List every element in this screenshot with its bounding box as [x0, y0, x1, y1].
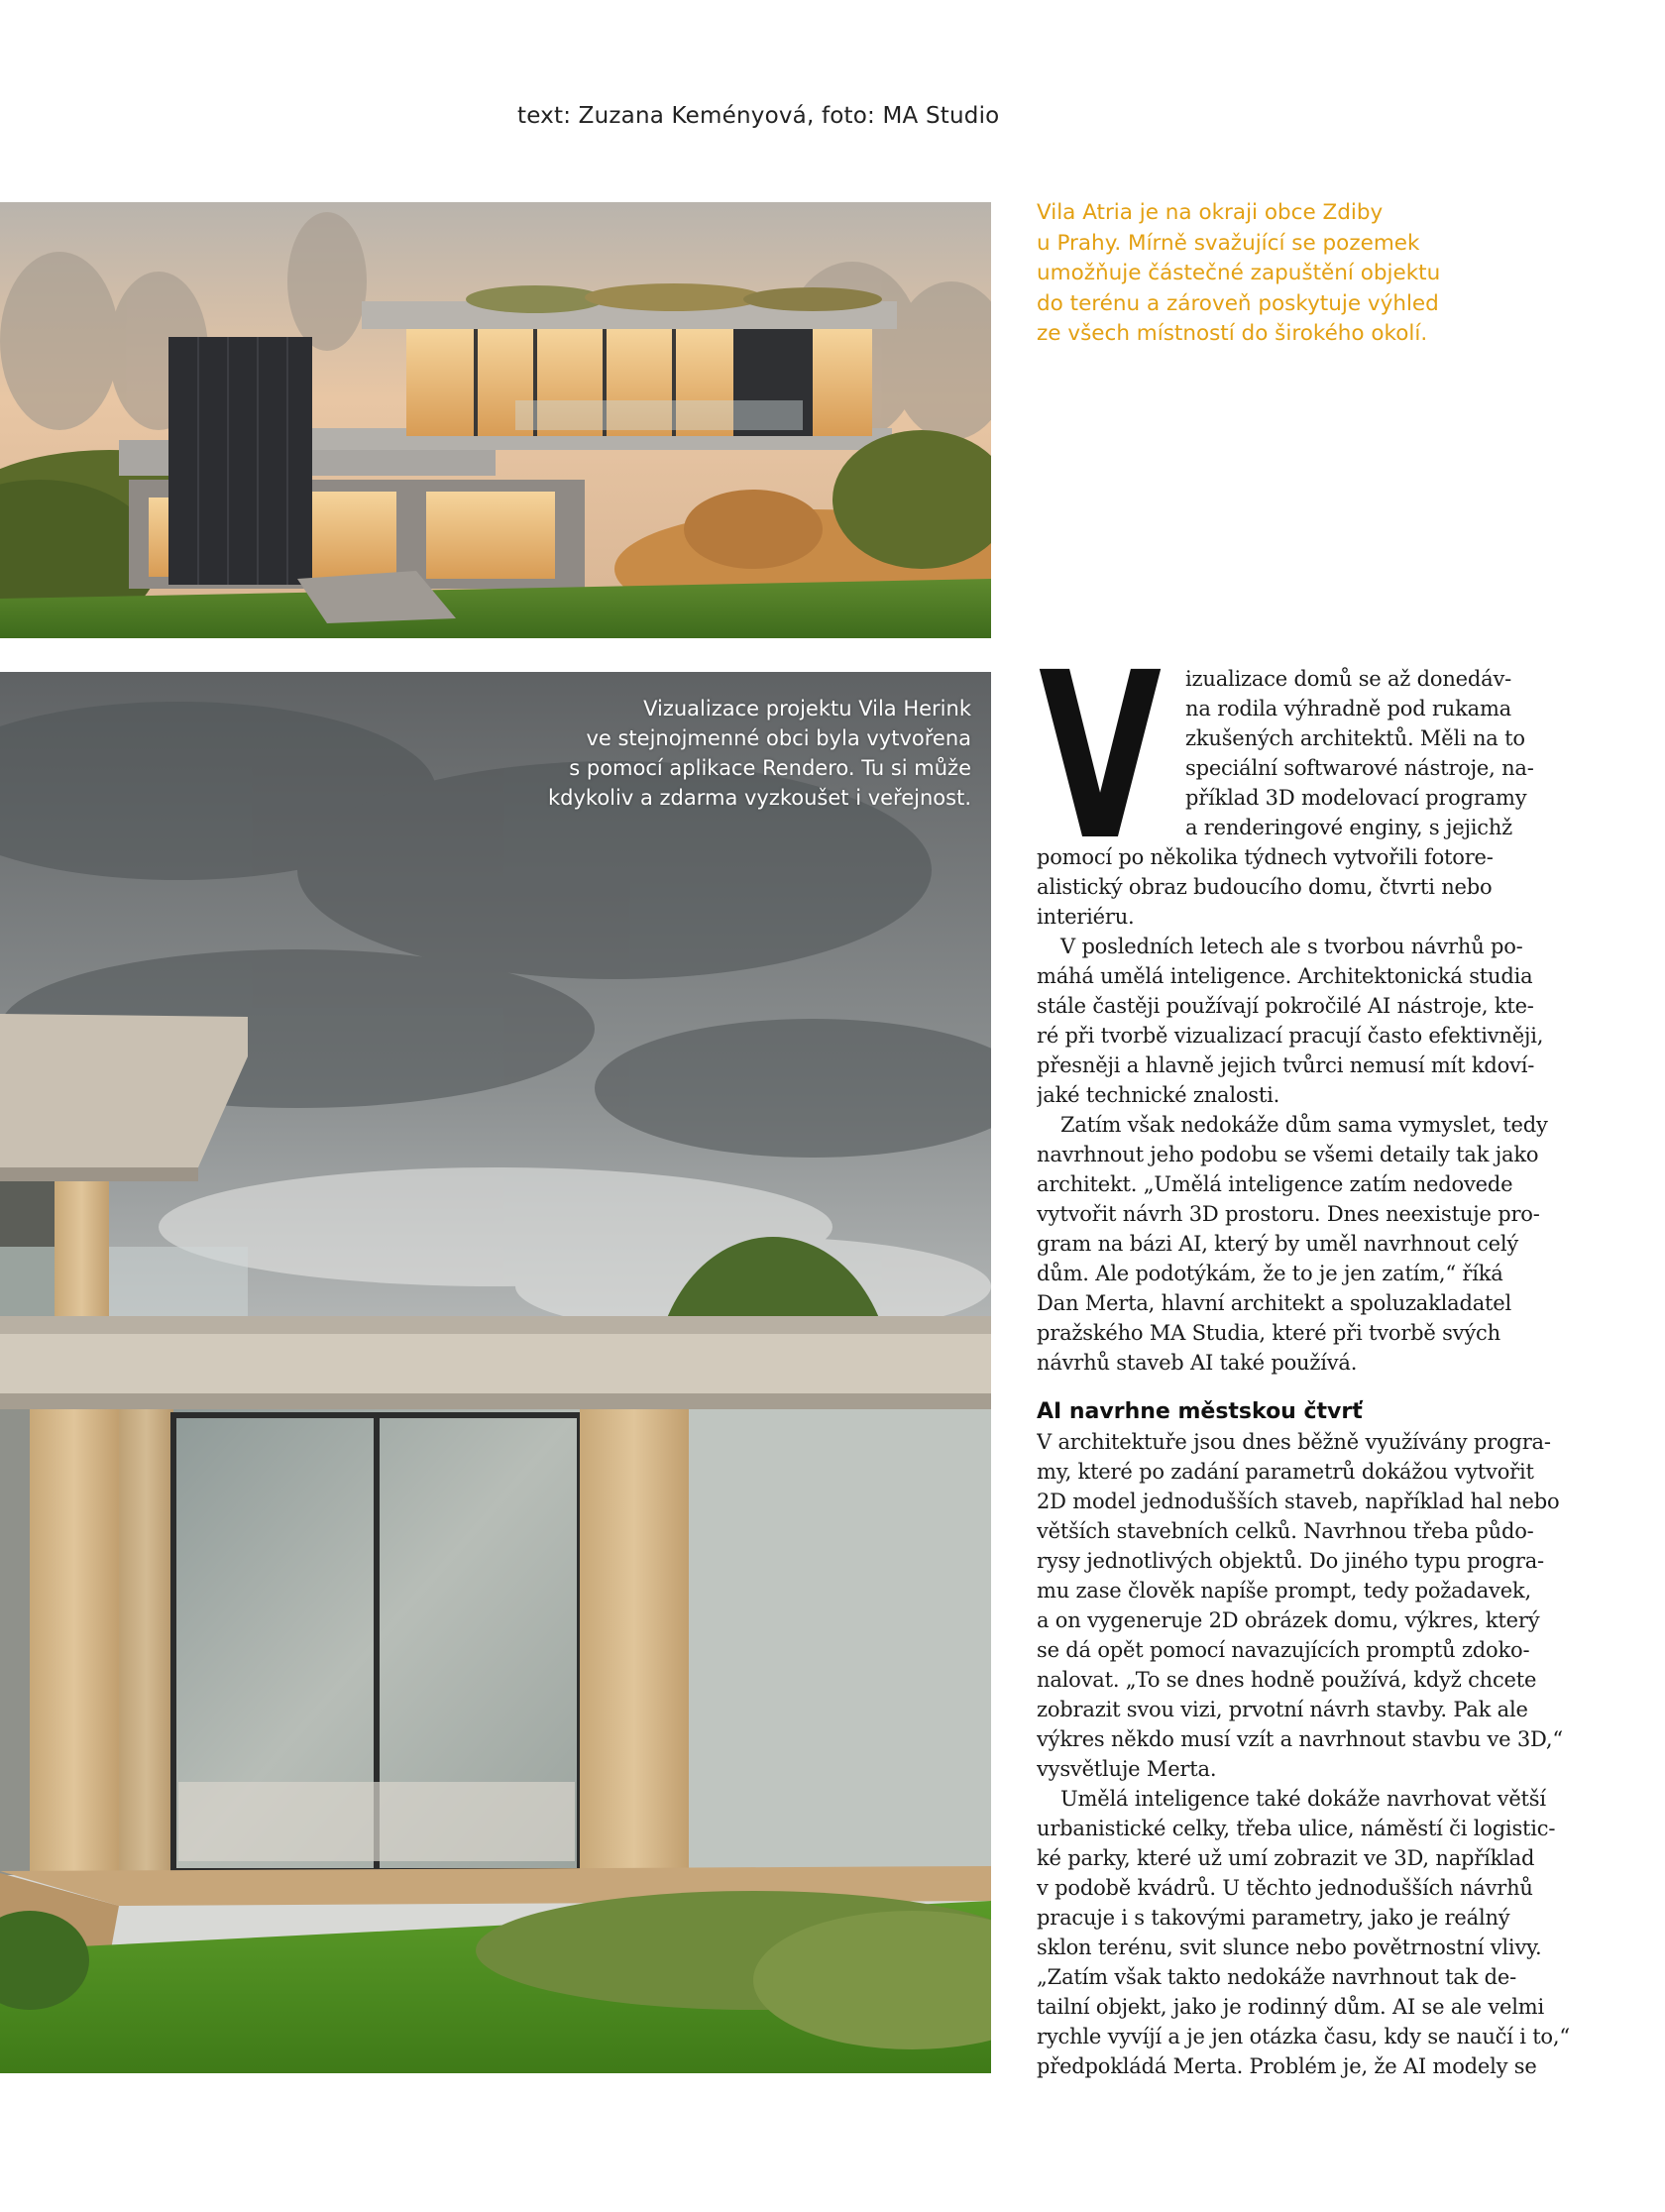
- paragraph-3: [1037, 1110, 1600, 1378]
- vila-herink-caption: [548, 694, 971, 813]
- text-line: pracuje i s takovými parametry, jako je reálný: [1037, 1906, 1510, 1930]
- text-line: rychle vyvíjí a je jen otázka času, kdy se naučí i to,“: [1037, 2025, 1570, 2048]
- vila-herink-photo: [0, 672, 991, 2073]
- text-line: 2D model jednodušších staveb, například hal nebo: [1037, 1490, 1560, 1513]
- text-line: ké parky, které už umí zobrazit ve 3D, například: [1037, 1846, 1535, 1870]
- text-line: Dan Merta, hlavní architekt a spoluzakladatel: [1037, 1291, 1512, 1315]
- text-line: sklon terénu, svit slunce nebo povětrnostní vlivy.: [1037, 1936, 1542, 1959]
- text-line: větších stavebních celků. Navrhnou třeba půdo-: [1037, 1519, 1534, 1543]
- text-line: gram na bázi AI, který by uměl navrhnout celý: [1037, 1232, 1518, 1256]
- caption-line: ze všech místností do širokého okolí.: [1037, 321, 1428, 346]
- caption-line: do terénu a zároveň poskytuje výhled: [1037, 290, 1439, 316]
- drop-cap: [1037, 668, 1164, 838]
- text-line: v podobě kvádrů. U těchto jednodušších návrhů: [1037, 1876, 1533, 1900]
- drop-cap-letter: V: [1039, 668, 1162, 838]
- text-line: vytvořit návrh 3D prostoru. Dnes neexistuje pro-: [1037, 1202, 1540, 1226]
- text-line: se dá opět pomocí navazujících promptů zdoko-: [1037, 1638, 1530, 1662]
- vila-atria-photo: [0, 202, 991, 638]
- text-line: návrhů staveb AI také používá.: [1037, 1351, 1358, 1375]
- caption-line: s pomocí aplikace Rendero. Tu si může: [569, 756, 971, 780]
- text-line: ré při tvorbě vizualizací pracují často efektivněji,: [1037, 1024, 1544, 1048]
- text-line: vysvětluje Merta.: [1037, 1757, 1217, 1781]
- text-line: pomocí po několika týdnech vytvořili fotore-: [1037, 845, 1494, 869]
- caption-line: umožňuje částečné zapuštění objektu: [1037, 261, 1441, 285]
- paragraph-4: [1037, 1427, 1600, 1784]
- text-line: speciální softwarové nástroje, na-: [1185, 756, 1534, 780]
- section-subheading: AI navrhne městskou čtvrť: [1037, 1399, 1363, 1424]
- text-line: zobrazit svou vizi, prvotní návrh stavby. Pak ale: [1037, 1698, 1528, 1721]
- paragraph-5: [1037, 1784, 1600, 2081]
- text-line: Umělá inteligence také dokáže navrhovat větší: [1060, 1787, 1546, 1811]
- text-line: pražského MA Studia, které při tvorbě svých: [1037, 1321, 1500, 1345]
- text-line: tailní objekt, jako je rodinný dům. AI se ale velmi: [1037, 1995, 1544, 2019]
- caption-line: kdykoliv a zdarma vyzkoušet i veřejnost.: [548, 786, 971, 810]
- text-line: dům. Ale podotýkám, že to je jen zatím,“ říká: [1037, 1262, 1503, 1285]
- text-line: zkušených architektů. Měli na to: [1185, 726, 1525, 750]
- text-line: V posledních letech ale s tvorbou návrhů po-: [1060, 935, 1523, 958]
- article-body: [1037, 664, 1600, 2081]
- text-line: interiéru.: [1037, 905, 1135, 929]
- caption-line: u Prahy. Mírně svažující se pozemek: [1037, 230, 1420, 256]
- text-line: rysy jednotlivých objektů. Do jiného typu progra-: [1037, 1549, 1544, 1573]
- text-line: „Zatím však takto nedokáže navrhnout tak de-: [1037, 1965, 1516, 1989]
- photo-credit: text: Zuzana Keményová, foto: MA Studio: [517, 103, 1000, 129]
- text-line: my, které po zadání parametrů dokážou vytvořit: [1037, 1460, 1534, 1484]
- text-line: příklad 3D modelovací programy: [1185, 786, 1527, 810]
- text-line: Zatím však nedokáže dům sama vymyslet, tedy: [1060, 1113, 1548, 1137]
- caption-line: ve stejnojmenné obci byla vytvořena: [586, 726, 971, 750]
- text-line: navrhnout jeho podobu se všemi detaily tak jako: [1037, 1143, 1539, 1166]
- text-line: urbanistické celky, třeba ulice, náměstí či logistic-: [1037, 1817, 1556, 1840]
- paragraph-2: [1037, 932, 1600, 1110]
- text-line: nalovat. „To se dnes hodně používá, když chcete: [1037, 1668, 1537, 1692]
- text-line: izualizace domů se až donedáv-: [1185, 667, 1512, 691]
- text-line: a renderingové enginy, s jejichž: [1185, 816, 1513, 839]
- text-line: máhá umělá inteligence. Architektonická studia: [1037, 964, 1533, 988]
- text-line: mu zase člověk napíše prompt, tedy požadavek,: [1037, 1579, 1531, 1603]
- caption-line: Vila Atria je na okraji obce Zdiby: [1037, 200, 1384, 225]
- text-line: přesněji a hlavně jejich tvůrci nemusí mít kdoví-: [1037, 1053, 1535, 1077]
- text-line: a on vygeneruje 2D obrázek domu, výkres, který: [1037, 1608, 1540, 1632]
- vila-atria-caption: [1037, 198, 1592, 350]
- text-line: na rodila výhradně pod rukama: [1185, 697, 1512, 720]
- text-line: architekt. „Umělá inteligence zatím nedovede: [1037, 1172, 1513, 1196]
- text-line: výkres někdo musí vzít a navrhnout stavbu ve 3D,“: [1037, 1727, 1563, 1751]
- caption-line: Vizualizace projektu Vila Herink: [643, 697, 971, 720]
- text-line: stále častěji používají pokročilé AI nástroje, kte-: [1037, 994, 1534, 1018]
- text-line: alistický obraz budoucího domu, čtvrti nebo: [1037, 875, 1493, 899]
- text-line: V architektuře jsou dnes běžně využívány progra-: [1037, 1430, 1551, 1454]
- text-line: předpokládá Merta. Problém je, že AI modely se: [1037, 2054, 1537, 2078]
- text-line: jaké technické znalosti.: [1037, 1083, 1280, 1107]
